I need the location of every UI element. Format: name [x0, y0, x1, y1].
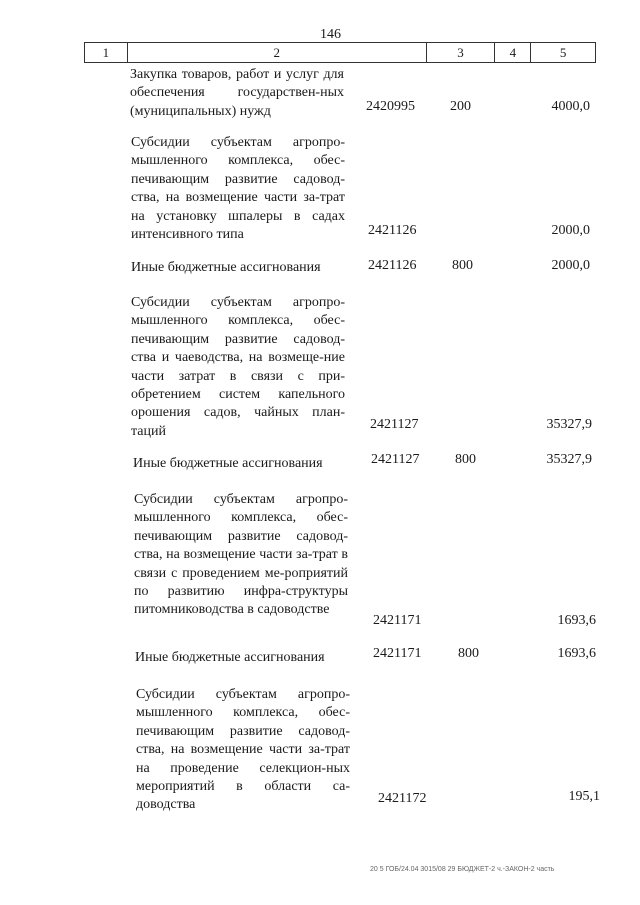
row-description: Иные бюджетные ассигнования	[133, 456, 323, 471]
row-description: Субсидии субъектам агропро-мышленного комплекса, обес-печивающим развитие садовод-ства, на возмещение части за-трат в связи с проведением ме-роприятий по развитию инфра-структуры питомниководства в садоводстве	[134, 492, 348, 618]
row-code: 2421127	[371, 452, 420, 467]
row-code: 2420995	[366, 99, 415, 114]
row-description: Иные бюджетные ассигнования	[135, 650, 325, 665]
footer-filename: 20 5 ГОБ/24.04 3015/08 29 БЮДЖЕТ-2 ч.-ЗАКОН-2 часть	[370, 866, 555, 873]
row-amount: 2000,0	[551, 258, 590, 273]
row-description: Субсидии субъектам агропро-мышленного комплекса, обес-печивающим развитие садовод-ства, на возмещение части за-трат на проведение селекцион-ных мероприятий в области са-доводства	[136, 687, 350, 813]
column-header-2: 2	[128, 43, 427, 62]
row-description: Субсидии субъектам агропро-мышленного комплекса, обес-печивающим развитие садовод-ства, на возмещение части за-трат на установку шпалеры в садах интенсивного типа	[131, 135, 345, 243]
row-type: 800	[455, 452, 476, 467]
row-type: 800	[458, 646, 479, 661]
column-header-4: 4	[495, 43, 531, 62]
row-description: Иные бюджетные ассигнования	[131, 260, 321, 275]
row-code: 2421127	[370, 417, 419, 432]
row-amount: 195,1	[568, 789, 600, 804]
row-type: 800	[452, 258, 473, 273]
row-code: 2421126	[368, 223, 417, 238]
row-code: 2421172	[378, 791, 427, 806]
row-description: Закупка товаров, работ и услуг для обеспечения государствен-ных (муниципальных) нужд	[130, 67, 344, 119]
row-code: 2421171	[373, 613, 422, 628]
row-amount: 35327,9	[546, 452, 592, 467]
row-code: 2421126	[368, 258, 417, 273]
column-header-row	[84, 42, 596, 63]
column-header-5: 5	[559, 45, 567, 60]
column-header-3: 3	[427, 43, 496, 62]
row-amount: 2000,0	[551, 223, 590, 238]
column-header-1: 1	[85, 43, 128, 62]
row-amount: 35327,9	[546, 417, 592, 432]
row-amount: 1693,6	[557, 613, 596, 628]
row-description: Субсидии субъектам агропро-мышленного комплекса, обес-печивающим развитие садовод-ства и чаеводства, на возмеще-ние части затрат в связи с при-обретением систем капельного орошения садов, чайных план-таций	[131, 295, 345, 439]
row-code: 2421171	[373, 646, 422, 661]
page-number: 146	[320, 27, 341, 42]
row-amount: 4000,0	[551, 99, 590, 114]
row-type: 200	[450, 99, 471, 114]
row-amount: 1693,6	[557, 646, 596, 661]
